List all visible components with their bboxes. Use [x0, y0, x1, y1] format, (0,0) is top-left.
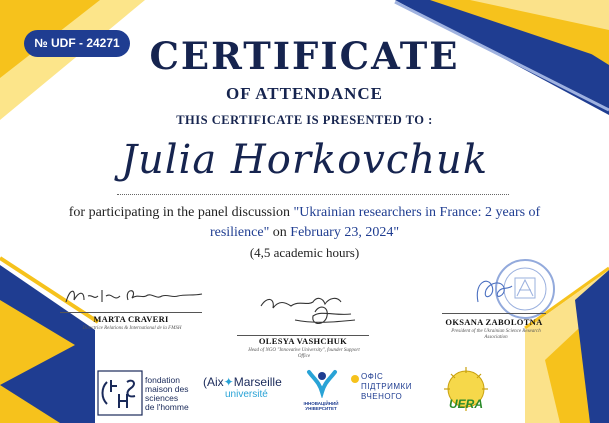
amu-logo	[203, 375, 282, 389]
partner-logos-strip	[95, 364, 523, 420]
signatory-3-name: OKSANA ZABOLOTNA	[445, 317, 543, 327]
date-prefix: on	[269, 225, 291, 240]
fmsh-logo-icon	[97, 370, 143, 416]
signature-marta-craveri	[62, 282, 222, 310]
amu-word-2: Marseille	[233, 375, 282, 389]
office-line-2: ПІДТРИМКИ	[361, 382, 412, 391]
signatory-2-role: Head of NGO "Innovative University", founder Support Office	[248, 348, 360, 359]
description-line-2	[0, 225, 609, 241]
event-date: February 23, 2024"	[290, 225, 400, 240]
amu-star-icon: ✦	[223, 375, 234, 389]
fmsh-line-4: de l'homme	[145, 402, 189, 412]
innovative-university-icon	[305, 368, 339, 398]
academic-hours: (4,5 academic hours)	[249, 245, 360, 260]
presented-to-line: THIS CERTIFICATE IS PRESENTED TO :	[176, 113, 433, 127]
certificate-title: CERTIFICATE	[149, 34, 460, 78]
event-title: "Ukrainian researchers in France: 2 years of	[293, 205, 541, 220]
fmsh-logo-text	[145, 376, 189, 412]
office-line-3: ВЧЕНОГО	[361, 392, 403, 401]
amu-subtitle: université	[225, 389, 268, 400]
description-prefix: for participating in the panel discussion	[68, 205, 294, 220]
signatory-2-name: OLESYA VASHCHUK	[258, 336, 348, 346]
signature-oksana-zabolotna	[468, 272, 518, 312]
event-title-end: resilience"	[209, 225, 270, 240]
signature-olesya-vashchuk	[255, 292, 365, 332]
innovative-university-text: ІННОВАЦІЙНИЙ УНІВЕРСИТЕТ	[303, 401, 339, 411]
signatory-1-role: Directrice Relations & International de la FMSH	[82, 326, 182, 331]
office-dot-icon	[350, 374, 360, 384]
office-logo-text	[361, 372, 412, 402]
description-line-1	[0, 205, 609, 221]
certificate-subtitle: OF ATTENDANCE	[225, 84, 384, 103]
amu-word-1: Aix	[207, 375, 224, 389]
recipient-name: Julia Horkovchuk	[120, 137, 489, 183]
signatory-3-role: President of the Ukrainian Science Research Association	[451, 329, 541, 340]
name-underline	[117, 194, 509, 195]
signature-line-1	[60, 312, 202, 313]
uera-logo-text: UERA	[448, 397, 483, 411]
amu-bracket: (	[203, 375, 207, 389]
fmsh-line-1: fondation	[145, 375, 180, 385]
office-line-1: ОФІС	[361, 372, 384, 381]
certificate-number-badge: № UDF - 24271	[24, 30, 130, 57]
fmsh-line-3: sciences	[145, 393, 179, 403]
signatory-1-name: MARTA CRAVERI	[93, 314, 169, 324]
fmsh-line-2: maison des	[145, 384, 189, 394]
signature-line-3	[442, 313, 546, 314]
